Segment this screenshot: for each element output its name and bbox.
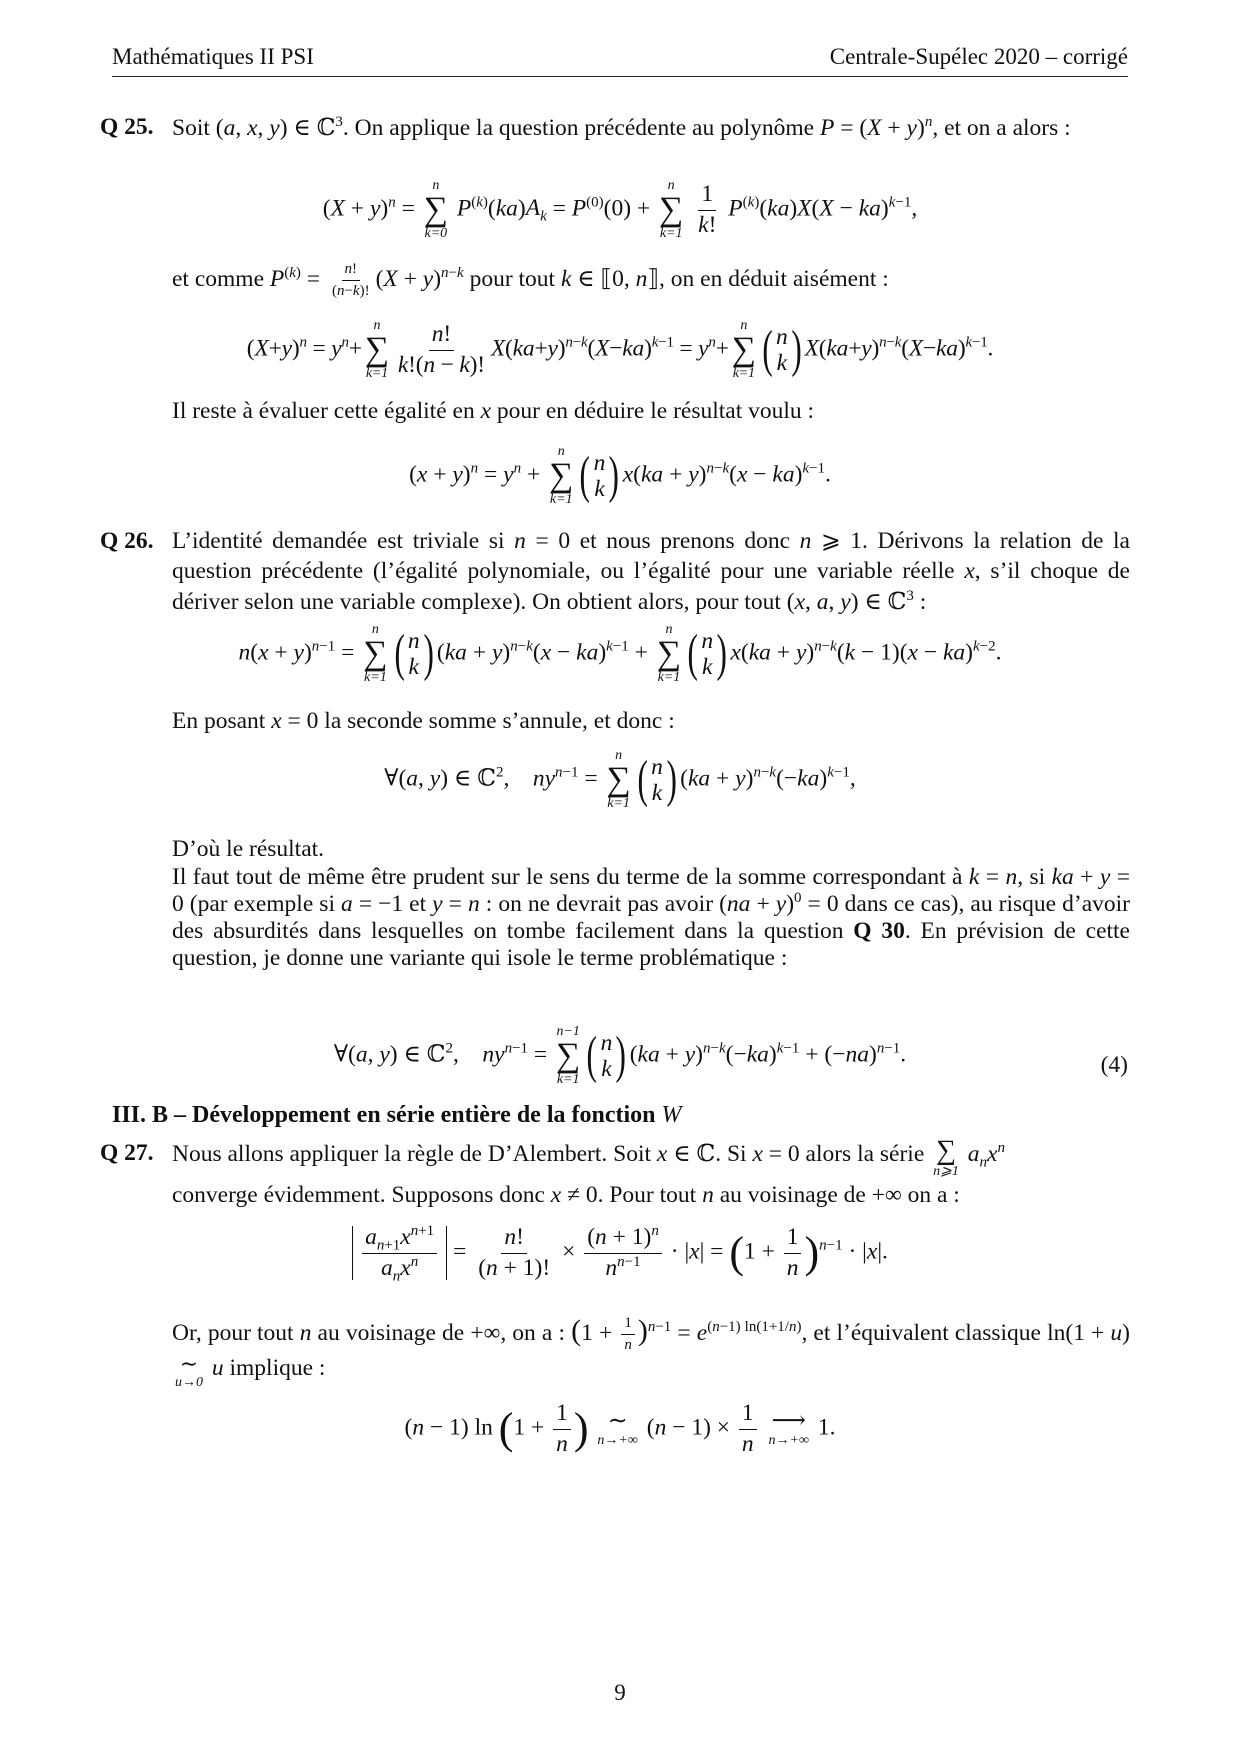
question-26-intro: L’identité demandée est triviale si n = 0 et nous prenons donc n ⩾ 1. Dérivons la relation de la question précédente (l’égalité polynomiale, ou l’égalité pour une variable réelle x, s’il choque de dériver selon une variable complexe). On obtient alors, pour tout (x, a, y) ∈ ℂ$^3$ :: [172, 528, 1130, 615]
question-26-warning: Il faut tout de même être prudent sur le sens du terme de la somme correspondant à k = n, si ka + y = 0 (par exemple si a = −1 et y = n : on ne devrait pas avoir (na + y)$^0$ = 0 dans ce cas), au risque d’avoir des absurdités dans lesquelles on tombe facilement dans la question Q 30. En prévision de cette question, je donne une variante qui isole le terme problématique :: [172, 864, 1130, 971]
question-25-end: Il reste à évaluer cette égalité en x pour en déduire le résultat voulu :: [172, 398, 815, 424]
section-title-variable: W: [661, 1102, 682, 1128]
equation-number: (4): [1100, 1052, 1128, 1078]
section-heading: [112, 1100, 681, 1130]
equation-q26-3: ∀(a, y) ∈ ℂ$^2$, $ny^{n-1}$ = n−1 ∑ k=1 ( n k ) $(ka + y)^{n-k}(-ka)^{k-1} + (-na)^{n-1}$.: [333, 1024, 907, 1087]
question-25-mid: et comme $P^{(k)}$ = $\frac{n!}{(n-k)!}$ $(X + y)^{n-k}$ pour tout k ∈ ⟦0, n⟧, on en déduit aisément :: [172, 261, 889, 299]
equation-q26-2: ∀(a, y) ∈ ℂ$^2$, $ny^{n-1}$ = n ∑ k=1 ( n k ) $(ka + y)^{n-k}(-ka)^{k-1}$,: [384, 748, 856, 811]
question-25-label: Q 25.: [100, 114, 154, 140]
question-26-posant: En posant x = 0 la seconde somme s’annule, et donc :: [172, 708, 675, 734]
question-25-intro: Soit (a, x, y) ∈ ℂ$^3$. On applique la question précédente au polynôme $P = (X + y)^n$, et on a alors :: [172, 113, 1071, 141]
question-26-result: D’où le résultat.: [172, 836, 325, 862]
equation-q27-2: (n − 1) ln (1 + $\frac{1}{n}$ ) ∼ n→+∞ (n − 1) × $\frac{1}{n}$ ⟶ n→+∞ 1.: [404, 1400, 836, 1457]
question-26-label: Q 26.: [100, 528, 154, 554]
question-27-or: Or, pour tout n au voisinage de +∞, on a : (1 + $\frac{1}{n}$ )$^{n-1} = e^{(n-1) ln(1+1/n)}$, et l’équivalent classique ln(1 + u) ∼ u→0 u implique :: [172, 1314, 1130, 1391]
equation-q25-3: $(x + y)^n = y^n$ + n ∑ k=1 ( n k ) x(ka + y)$^{n-k}$(x − ka)$^{k-1}$.: [409, 444, 831, 507]
question-27-label: Q 27.: [100, 1140, 154, 1166]
header-right-title: Centrale-Supélec 2020 – corrigé: [829, 44, 1128, 69]
page-number: 9: [614, 1680, 626, 1705]
equation-q26-1: $n(x + y)^{n-1}$ = n ∑ k=1 ( n k ) (ka + y)$^{n-k}$(x − ka)$^{k-1}$ + n ∑ k=1 ( n k ) x(ka + y)$^{n-k}$(k − 1)(x − ka)$^{k-2}$.: [238, 622, 1002, 685]
equation-q25-1: $(X + y)^n$ = n ∑ k=0 $P^{(k)}(ka)A_k = P^{(0)}(0)$ + n ∑ k=1 $\frac{1}{k!}$ $P^{(k)}(ka)X(X - ka)^{k-1}$,: [322, 178, 918, 241]
page-header: [112, 38, 1128, 77]
section-title: III. B – Développement en série entière de la fonction: [112, 1102, 656, 1128]
question-30-reference: Q 30: [853, 918, 905, 944]
question-27-intro: Nous allons appliquer la règle de D’Alembert. Soit x ∈ ℂ. Si x = 0 alors la série ∑ n⩾1 $a_nx^n$ converge évidemment. Supposons donc x ≠ 0. Pour tout n au voisinage de +∞ on a :: [172, 1135, 1005, 1208]
header-left-title: Mathématiques II PSI: [112, 44, 314, 69]
equation-q25-2: $(X+y)^n = y^n+$ n ∑ k=1 $\frac{n!}{k!(n - k)!}$ $X(ka+y)^{n-k}(X-ka)^{k-1} = y^n+$ n ∑ k=1 ( n k ) $X(ka+y)^{n-k}(X-ka)^{k-1}$.: [246, 318, 994, 381]
equation-q27-1: $\frac{a_{n+1}x^{n+1}}{a_nx^n}$ = $\frac{n!}{(n + 1)!}$ × $\frac{(n + 1)^n}{n^{n-1}}$ · |x| = (1 + $\frac{1}{n}$ )$^{n-1}$ · |x|.: [112, 1226, 1128, 1280]
